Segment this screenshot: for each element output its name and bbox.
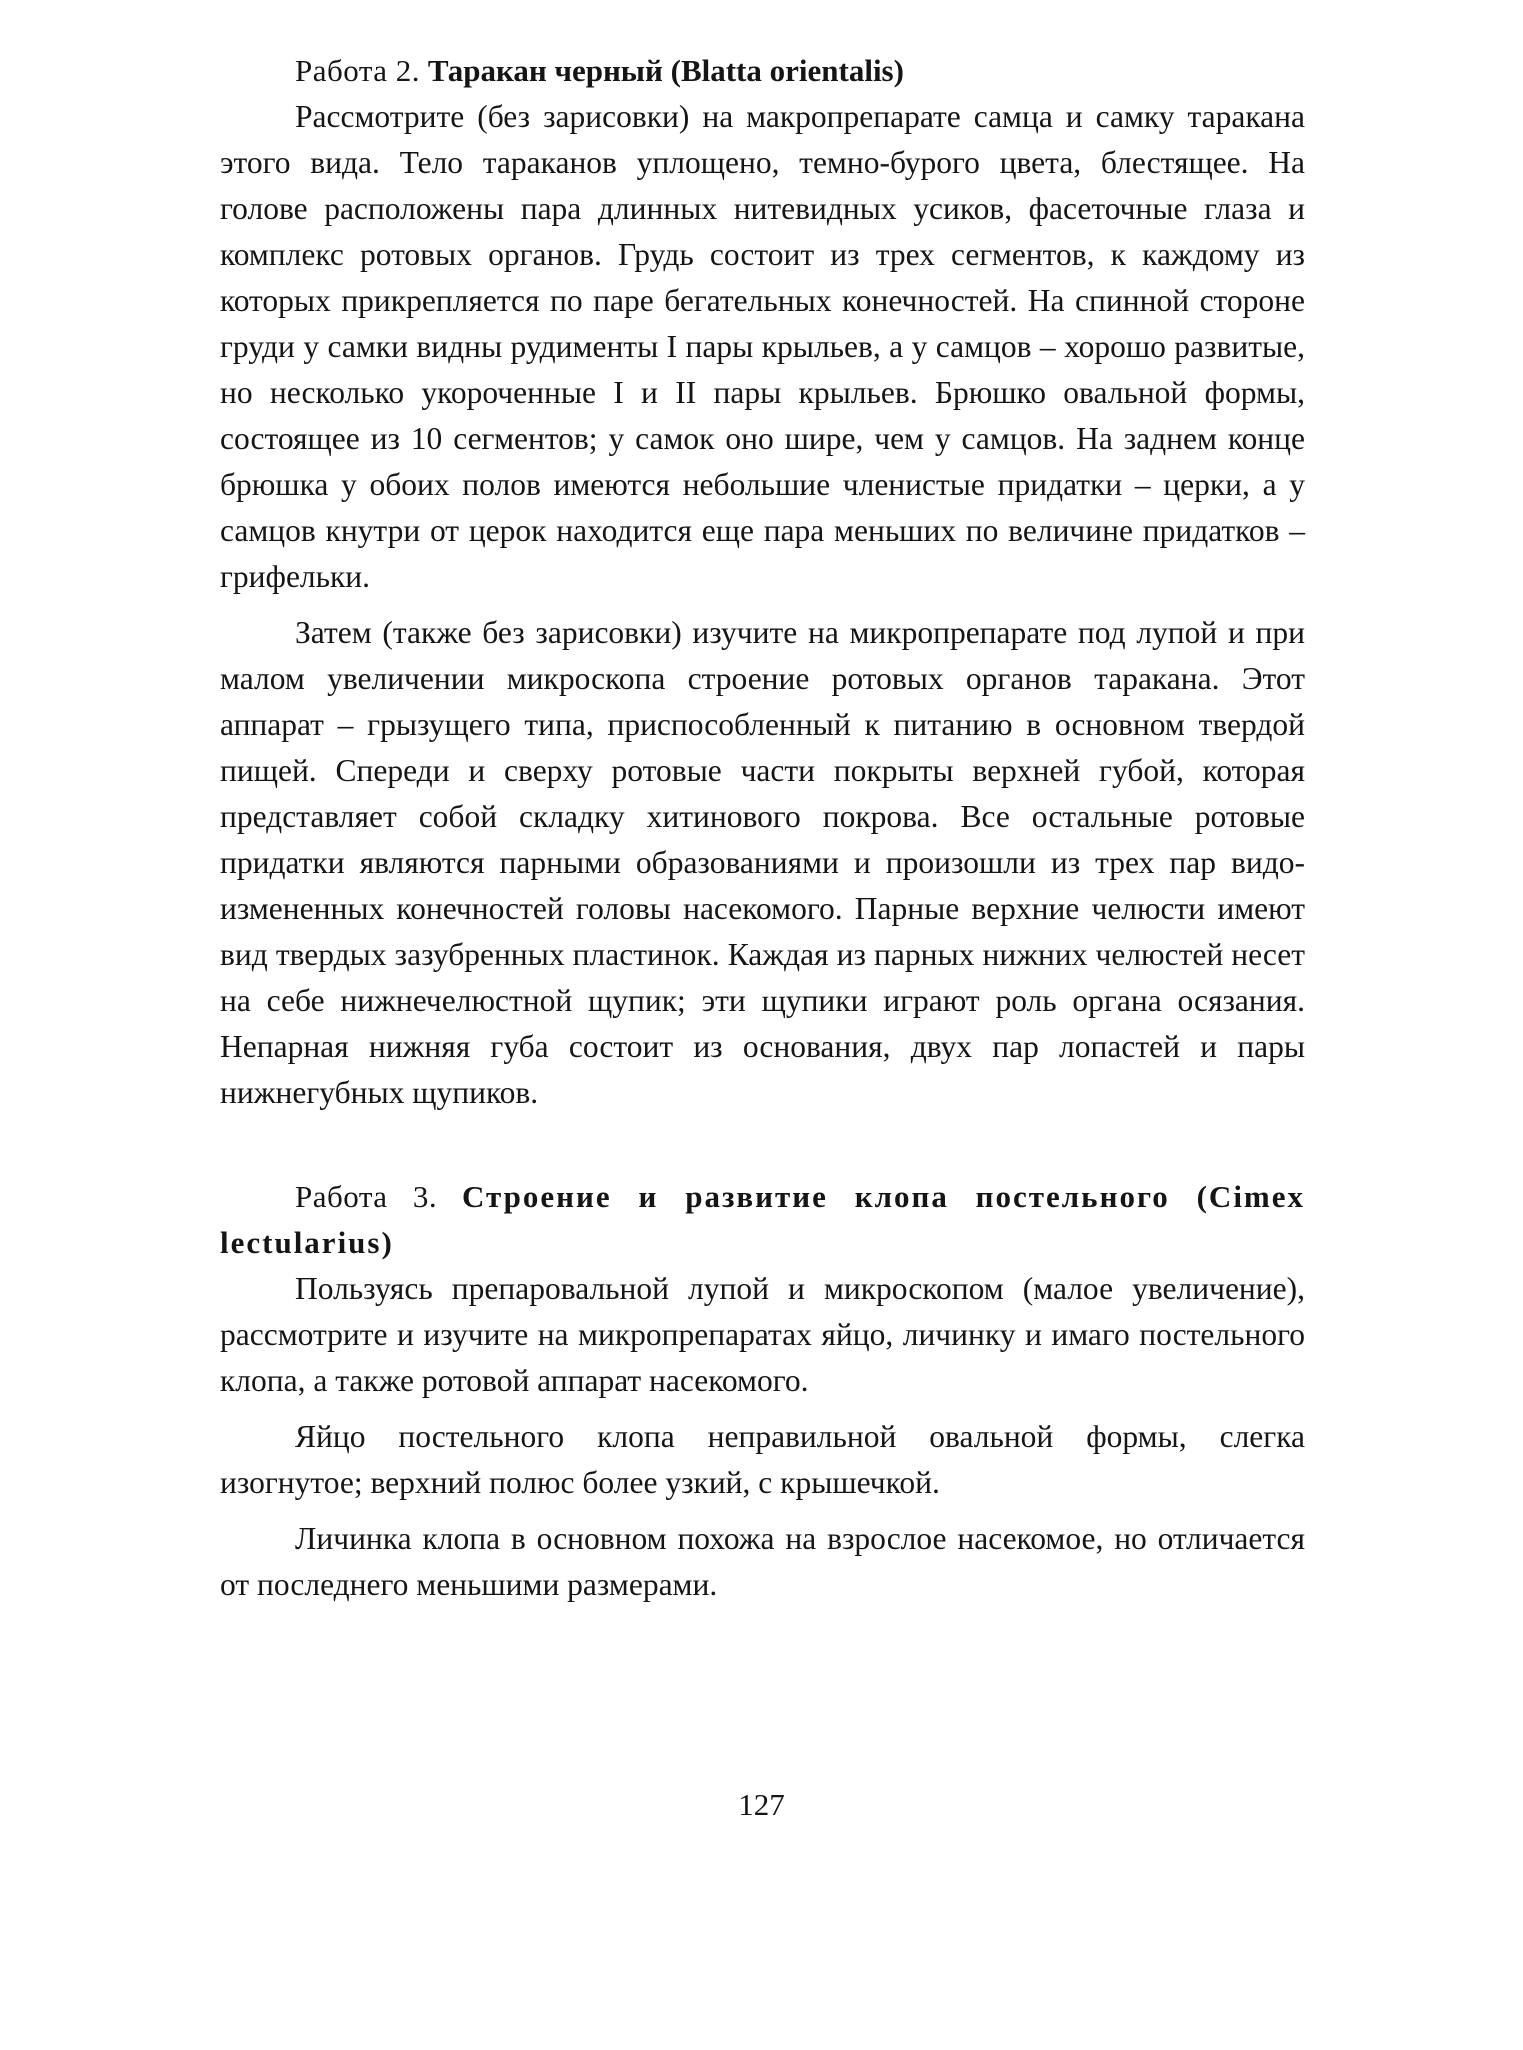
- section-work-3: [220, 1174, 1305, 1608]
- section-work-2: [220, 48, 1305, 1116]
- paragraph: Затем (также без зарисовки) изучите на микропрепарате под лупой и при малом увеличении микроскопа строение ротовых органов таракана. Этот аппарат – грызущего типа, приспособленный к питанию в основном твердой пищей. Спереди и сверху ротовые части покрыты верхней губой, которая представляет собой складку хитинового покрова. Все остальные ротовые придатки являются парными образованиями и произошли из трех пар видоизмененных конечностей головы насекомого. Парные верхние челюсти имеют вид твердых зазубренных пластинок. Каждая из парных нижних челюстей несет на себе нижнечелюстной щупик; эти щупики играют роль органа осязания. Непарная нижняя губа состоит из основания, двух пар лопастей и пары нижнегубных щупиков.: [220, 615, 1305, 1110]
- section-label: Работа 2.: [295, 53, 421, 88]
- section-title: Строение и развитие клопа постельного (Cimex lectularius): [220, 1179, 1306, 1260]
- section-heading: [220, 48, 1305, 94]
- paragraph: Яйцо постельного клопа неправильной овальной формы, слегка изогнутое; верхний полюс более узкий, с крышечкой.: [220, 1419, 1305, 1500]
- section-label: Работа 3.: [295, 1179, 438, 1214]
- section-title: Таракан черный (Blatta orientalis): [427, 53, 904, 88]
- page-content: [220, 48, 1305, 1618]
- paragraph: Рассмотрите (без зарисовки) на макропрепарате самца и самку таракана этого вида. Тело тараканов уплощено, темно-бурого цвета, блестящее. На голове расположены пара длинных нитевидных усиков, фасеточные глаза и комплекс ротовых органов. Грудь состоит из трех сегментов, к каждому из которых прикрепляется по паре бегательных конечностей. На спинной стороне груди у самки видны рудименты I пары крыльев, а у самцов – хорошо развитые, но несколько укороченные I и II пары крыльев. Брюшко овальной формы, состоящее из 10 сегментов; у самок оно шире, чем у самцов. На заднем конце брюшка у обоих полов имеются небольшие членистые придатки – церки, а у самцов кнутри от церок находится еще пара меньших по величине придатков – грифельки.: [220, 99, 1305, 594]
- paragraph: Пользуясь препаровальной лупой и микроскопом (малое увеличение), рассмотрите и изучите на микропрепаратах яйцо, личинку и имаго постельного клопа, а также ротовой аппарат насекомого.: [220, 1271, 1305, 1398]
- section-heading: [220, 1174, 1305, 1266]
- paragraph: Личинка клопа в основном похожа на взрослое насекомое, но отличается от последнего меньшими размерами.: [220, 1521, 1305, 1602]
- page-number: 127: [738, 1787, 785, 1822]
